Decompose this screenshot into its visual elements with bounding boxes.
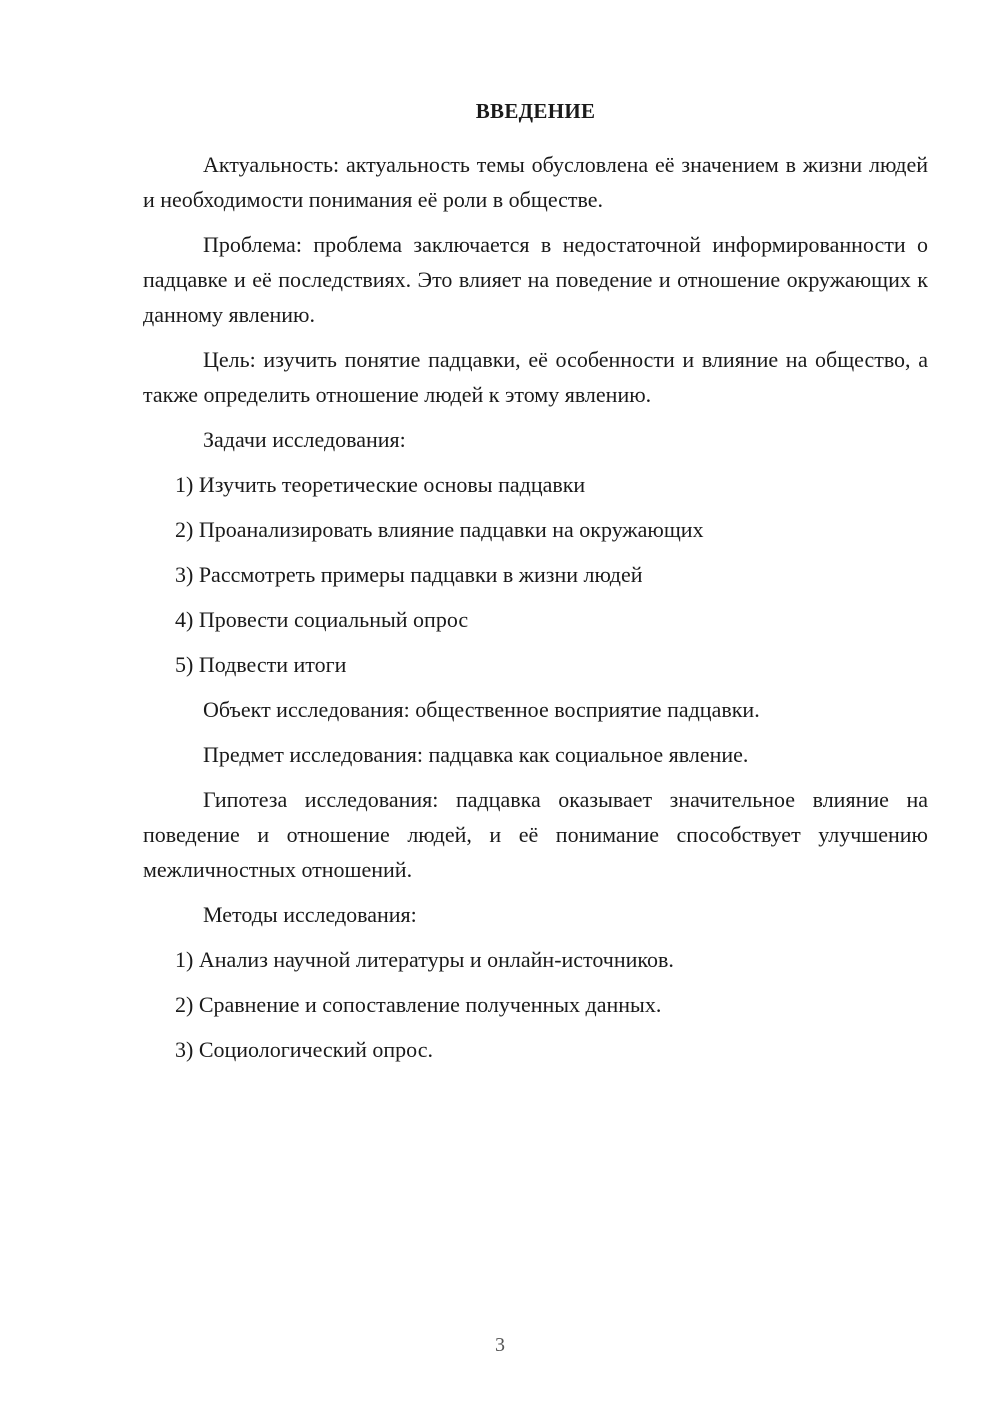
section-heading: ВВЕДЕНИЕ <box>475 99 596 123</box>
problem-paragraph: Проблема: проблема заключается в недостаточной информированности о падцавке и её последствиях. Это влияет на поведение и отношение окружающих к данному явлению. <box>143 232 928 327</box>
task-item-5: 5) Подвести итоги <box>175 652 347 677</box>
page-number: 3 <box>495 1334 505 1356</box>
object-paragraph: Объект исследования: общественное восприятие падцавки. <box>203 697 760 722</box>
goal-paragraph: Цель: изучить понятие падцавки, её особенности и влияние на общество, а также определить отношение людей к этому явлению. <box>143 347 928 407</box>
hypothesis-paragraph: Гипотеза исследования: падцавка оказывает значительное влияние на поведение и отношение людей, и её понимание способствует улучшению межличностных отношений. <box>143 787 928 882</box>
subject-paragraph: Предмет исследования: падцавка как социальное явление. <box>203 742 749 767</box>
tasks-list <box>143 467 928 682</box>
task-item-1: 1) Изучить теоретические основы падцавки <box>175 472 586 497</box>
tasks-title: Задачи исследования: <box>203 427 406 452</box>
relevance-paragraph: Актуальность: актуальность темы обусловлена её значением в жизни людей и необходимости понимания её роли в обществе. <box>143 152 928 212</box>
methods-title: Методы исследования: <box>203 902 417 927</box>
method-item-1: 1) Анализ научной литературы и онлайн-источников. <box>175 947 674 972</box>
method-item-2: 2) Сравнение и сопоставление полученных данных. <box>175 992 662 1017</box>
task-item-2: 2) Проанализировать влияние падцавки на окружающих <box>175 517 704 542</box>
document-page <box>143 97 928 1077</box>
task-item-3: 3) Рассмотреть примеры падцавки в жизни людей <box>175 562 643 587</box>
method-item-3: 3) Социологический опрос. <box>175 1037 433 1062</box>
methods-list <box>143 942 928 1067</box>
task-item-4: 4) Провести социальный опрос <box>175 607 469 632</box>
